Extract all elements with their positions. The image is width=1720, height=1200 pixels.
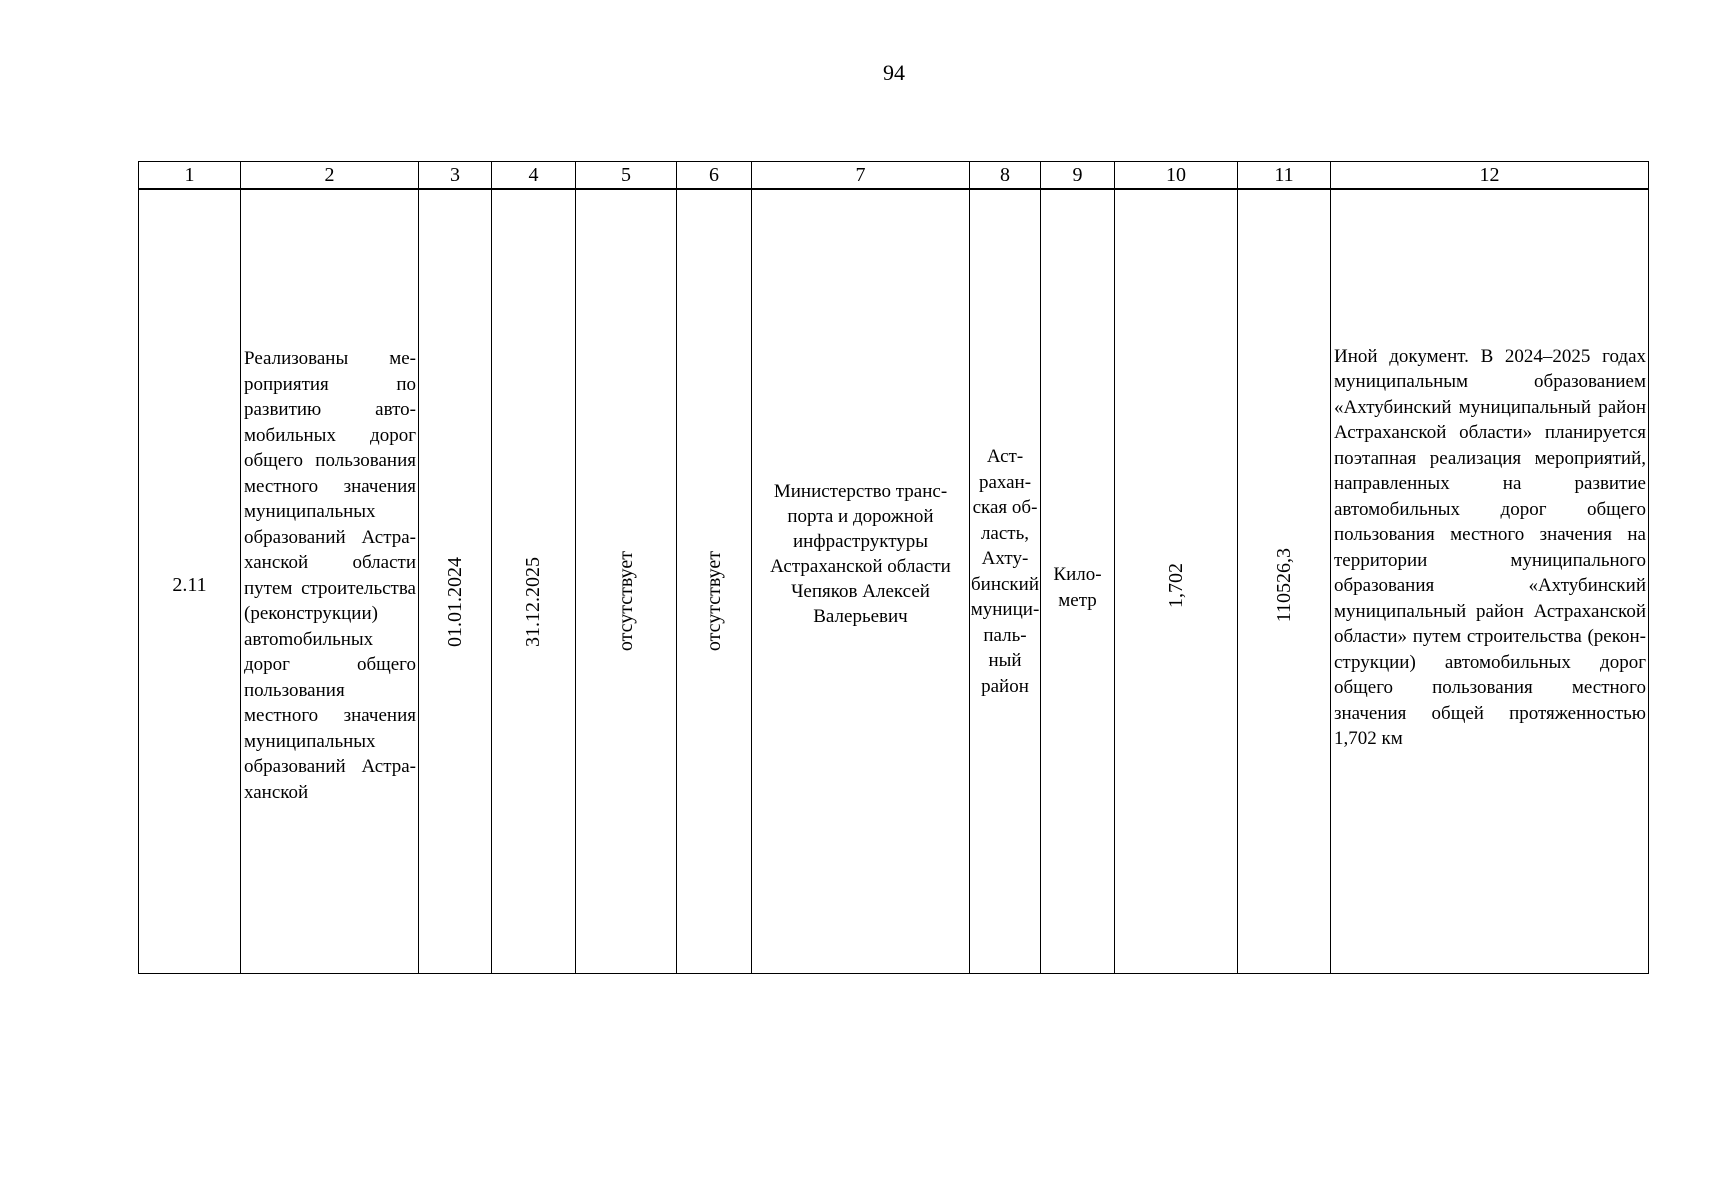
column-header-9: 9	[1041, 162, 1115, 190]
column-5-cell	[576, 189, 677, 974]
column-header-10: 10	[1115, 162, 1238, 190]
row-number-cell	[139, 189, 241, 974]
territory-cell	[970, 189, 1041, 974]
column-header-12: 12	[1331, 162, 1649, 190]
column-11-value: 110526,3	[1272, 548, 1295, 623]
column-header-11: 11	[1238, 162, 1331, 190]
row-number: 2.11	[172, 574, 207, 596]
column-6-value: отсутствует	[702, 551, 725, 652]
column-header-1: 1	[139, 162, 241, 190]
column-header-3: 3	[419, 162, 492, 190]
description-text: Реализованы мероприятия по развитию автомобильных дорог общего пользования местного значения муниципальных образований Астраханской области путем строительства (реконструкции) автоmобильных дорог общего пользования местного значения муниципальных образований Астраханской	[244, 348, 416, 803]
responsible-text: Министерство транспорта и дорожной инфраструктуры Астраханской области Чепяков Алексей Валерьевич	[770, 480, 951, 627]
column-header-7: 7	[752, 162, 970, 190]
end-date-cell	[492, 189, 576, 974]
territory-text: Астраханская область, Ахтубинский муниципальный район	[970, 446, 1040, 697]
column-header-4: 4	[492, 162, 576, 190]
column-5-value: отсутствует	[614, 551, 637, 652]
column-header-8: 8	[970, 162, 1041, 190]
description-cell	[241, 189, 419, 974]
column-11-cell	[1238, 189, 1331, 974]
end-date: 31.12.2025	[522, 556, 544, 647]
data-table	[138, 161, 1649, 974]
unit-cell	[1041, 189, 1115, 974]
start-date: 01.01.2024	[443, 556, 466, 647]
column-header-5: 5	[576, 162, 677, 190]
column-header-2: 2	[241, 162, 419, 190]
header-row	[139, 162, 1649, 190]
document-cell	[1331, 189, 1649, 974]
column-header-6: 6	[677, 162, 752, 190]
start-date-cell	[419, 189, 492, 974]
table-row	[139, 189, 1649, 974]
page-number: 94	[883, 60, 905, 85]
responsible-cell	[752, 189, 970, 974]
column-10-cell	[1115, 189, 1238, 974]
document-text: Иной документ. В 2024–2025 годах муниципальным образованием «Ахтубинский муниципальный район Астраханской области» планируется поэтапная реализация мероприятий, направленных на развитие автомобильных дорог общего пользования местного значения на территории муниципального образования «Ахтубинский муниципальный район Астраханской области» путем строительства (реконструкции) автомобильных дорог общего пользования местного значения общей протяженностью 1,702 км	[1334, 345, 1646, 749]
unit-text: Километр	[1053, 564, 1102, 611]
column-6-cell	[677, 189, 752, 974]
column-10-value: 1,702	[1164, 563, 1187, 608]
